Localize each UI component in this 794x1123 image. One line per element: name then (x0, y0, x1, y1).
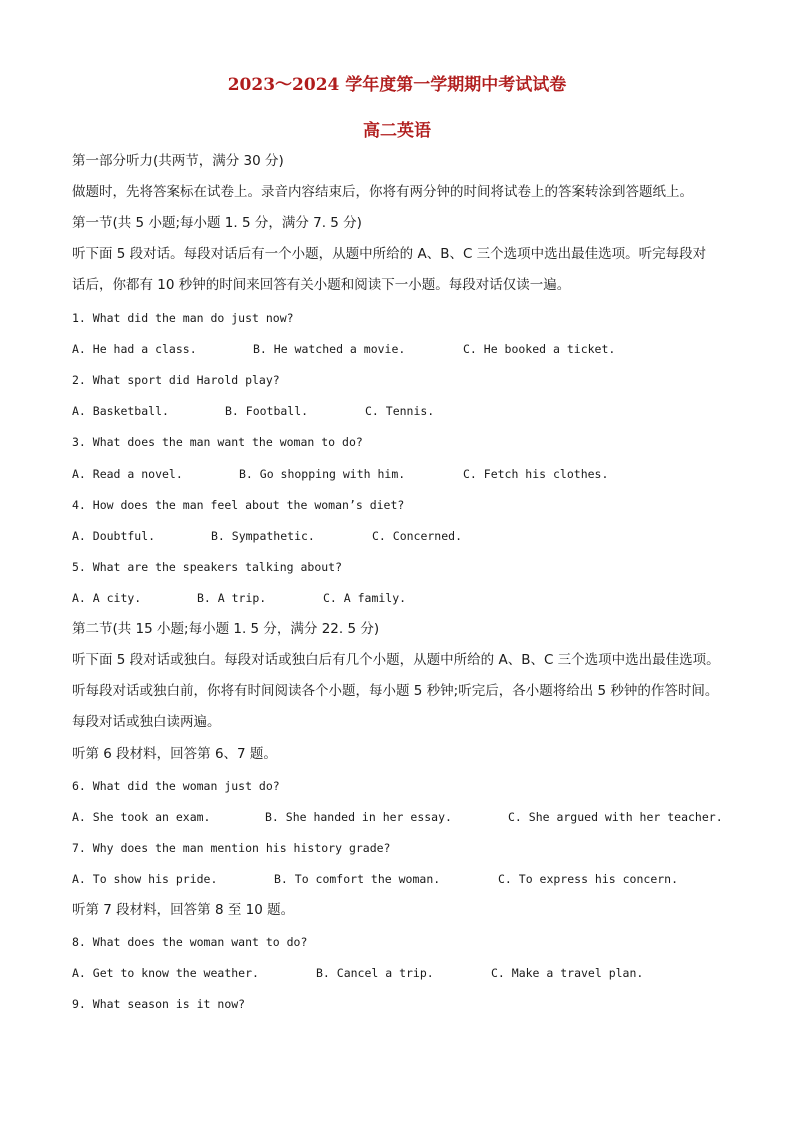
material-6-note: 听第 6 段材料，回答第 6、7 题。 (72, 746, 277, 762)
exam-title: 2023～2024 学年度第一学期期中考试试卷 (227, 75, 567, 95)
option-7a: A. To show his pride. (72, 872, 218, 886)
option-6b: B. She handed in her essay. (265, 810, 452, 824)
question-stem-1: 1. What did the man do just now? (72, 311, 294, 325)
part1-heading: 第一部分听力(共两节，满分 30 分) (72, 153, 284, 169)
option-8a: A. Get to know the weather. (72, 966, 259, 980)
option-6c: C. She argued with her teacher. (508, 810, 723, 824)
section2-instruction-line2: 听每段对话或独白前，你将有时间阅读各个小题，每小题 5 秒钟;听完后，各小题将给出 5 秒钟的作答时间。 (72, 683, 719, 699)
part1-instruction: 做题时，先将答案标在试卷上。录音内容结束后，你将有两分钟的时间将试卷上的答案转涂到答题纸上。 (72, 184, 693, 200)
section1-heading: 第一节(共 5 小题;每小题 1. 5 分，满分 7. 5 分) (72, 215, 362, 231)
question-stem-5: 5. What are the speakers talking about? (72, 560, 343, 574)
question-stem-2: 2. What sport did Harold play? (72, 373, 280, 387)
option-1a: A. He had a class. (72, 342, 197, 356)
option-2b: B. Football. (225, 404, 309, 418)
exam-subtitle: 高二英语 (363, 121, 431, 141)
option-5b: B. A trip. (197, 591, 267, 605)
option-1b: B. He watched a movie. (253, 342, 406, 356)
question-stem-8: 8. What does the woman want to do? (72, 935, 308, 949)
option-1c: C. He booked a ticket. (463, 342, 616, 356)
question-stem-4: 4. How does the man feel about the woman’s diet? (72, 498, 405, 512)
option-8b: B. Cancel a trip. (316, 966, 434, 980)
question-stem-9: 9. What season is it now? (72, 997, 246, 1011)
option-8c: C. Make a travel plan. (491, 966, 644, 980)
question-stem-6: 6. What did the woman just do? (72, 779, 280, 793)
option-4a: A. Doubtful. (72, 529, 156, 543)
section1-instruction-line2: 话后，你都有 10 秒钟的时间来回答有关小题和阅读下一小题。每段对话仅读一遍。 (72, 277, 571, 293)
section2-instruction-line1: 听下面 5 段对话或独白。每段对话或独白后有几个小题，从题中所给的 A、B、C 三个选项中选出最佳选项。 (72, 652, 720, 668)
section2-heading: 第二节(共 15 小题;每小题 1. 5 分，满分 22. 5 分) (72, 621, 380, 637)
option-2c: C. Tennis. (365, 404, 435, 418)
option-5a: A. A city. (72, 591, 142, 605)
option-6a: A. She took an exam. (72, 810, 211, 824)
question-stem-7: 7. Why does the man mention his history grade? (72, 841, 391, 855)
section2-instruction-line3: 每段对话或独白读两遍。 (72, 714, 221, 730)
option-2a: A. Basketball. (72, 404, 169, 418)
option-3c: C. Fetch his clothes. (463, 467, 609, 481)
section1-instruction-line1: 听下面 5 段对话。每段对话后有一个小题，从题中所给的 A、B、C 三个选项中选出最佳选项。听完每段对 (72, 246, 707, 262)
option-5c: C. A family. (323, 591, 407, 605)
option-7c: C. To express his concern. (498, 872, 679, 886)
option-3b: B. Go shopping with him. (239, 467, 406, 481)
question-stem-3: 3. What does the man want the woman to do? (72, 435, 363, 449)
option-4b: B. Sympathetic. (211, 529, 315, 543)
option-3a: A. Read a novel. (72, 467, 183, 481)
option-4c: C. Concerned. (372, 529, 463, 543)
option-7b: B. To comfort the woman. (274, 872, 441, 886)
material-7-note: 听第 7 段材料，回答第 8 至 10 题。 (72, 902, 295, 918)
